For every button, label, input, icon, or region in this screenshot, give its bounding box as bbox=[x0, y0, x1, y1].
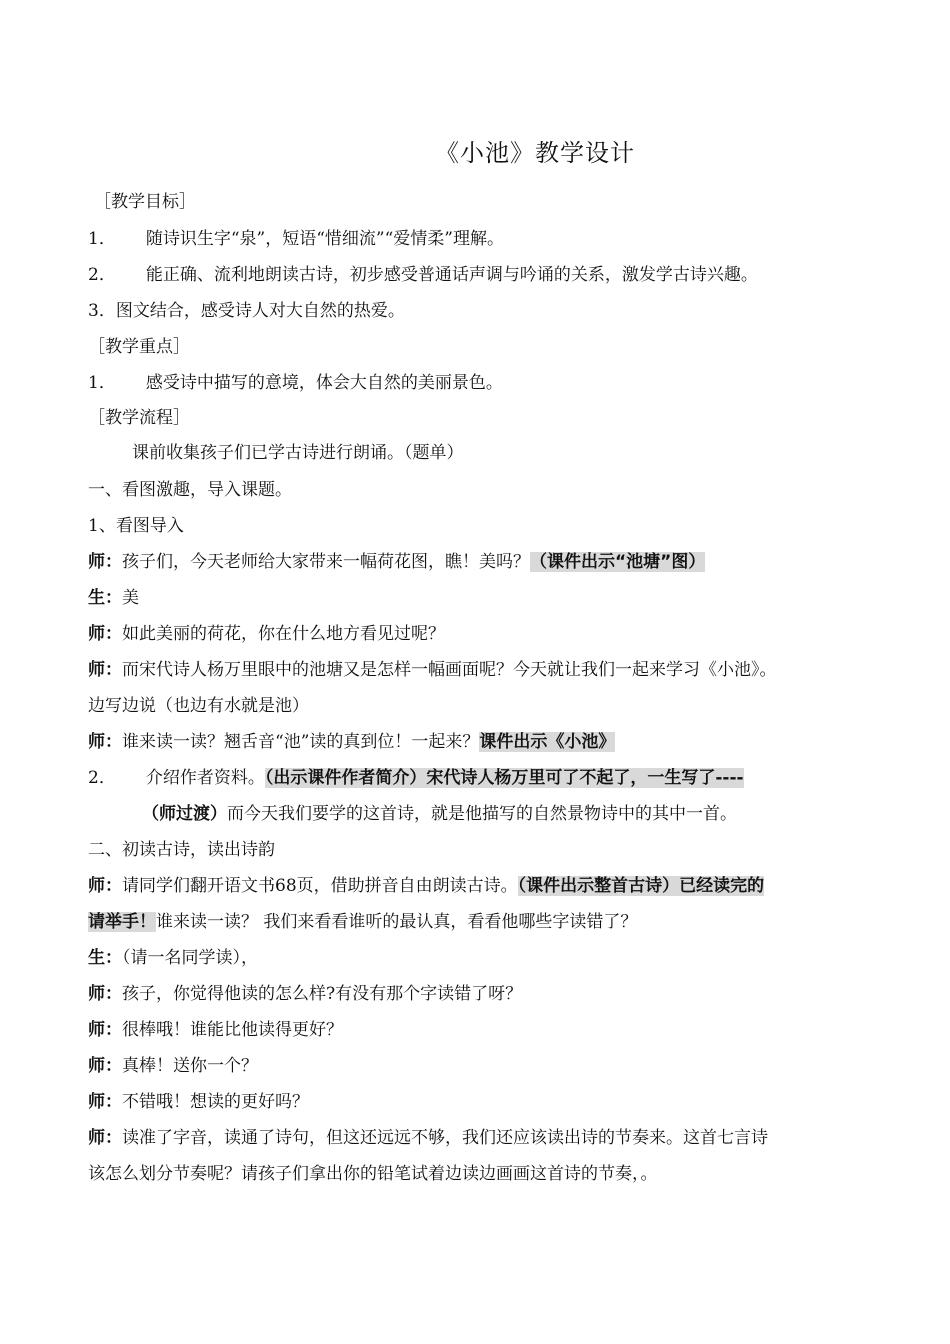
dialogue-line bbox=[88, 1126, 890, 1150]
dialogue-line bbox=[88, 874, 890, 898]
dialogue-line bbox=[88, 1018, 890, 1042]
section-1-heading: 一、看图激趣，导入课题。 bbox=[88, 480, 292, 500]
dialogue-line bbox=[88, 550, 890, 574]
focus-1-number: 1． bbox=[88, 373, 116, 393]
step-2-continuation bbox=[142, 802, 890, 826]
dialogue-line bbox=[88, 586, 890, 610]
goal-2-number: 2． bbox=[88, 265, 116, 285]
dialogue-line bbox=[88, 1090, 890, 1114]
bold-note: （师过渡） bbox=[142, 804, 227, 824]
continuation-text: 谁来读一读？ 我们来看看谁听的最认真，看看他哪些字读错了？ bbox=[156, 912, 638, 932]
highlighted-note: （课件出示“池塘”图） bbox=[530, 552, 706, 572]
dialogue-line bbox=[88, 730, 890, 754]
highlighted-note: 课件出示《小池》 bbox=[479, 732, 616, 752]
dialogue-line bbox=[88, 1054, 890, 1078]
goal-1-number: 1． bbox=[88, 229, 116, 249]
dialogue-text: 如此美丽的荷花，你在什么地方看见过呢？ bbox=[122, 624, 445, 644]
dialogue-text: 美 bbox=[122, 588, 139, 608]
highlighted-note: 请举手！ bbox=[88, 912, 156, 932]
dialogue-text: 真棒！送你一个？ bbox=[122, 1056, 258, 1076]
focus-1 bbox=[88, 371, 890, 395]
step-2-number: 2． bbox=[88, 768, 116, 788]
speaker-label: 师： bbox=[88, 732, 122, 752]
step-2-line bbox=[88, 766, 890, 790]
focus-1-text: 感受诗中描写的意境，体会大自然的美丽景色。 bbox=[145, 373, 503, 393]
dialogue-text: 孩子，你觉得他读的怎么样?有没有那个字读错了呀？ bbox=[122, 984, 523, 1004]
continuation-text: 而今天我们要学的这首诗，就是他描写的自然景物诗中的其中一首。 bbox=[227, 804, 737, 824]
speaker-label: 师： bbox=[88, 660, 122, 680]
goal-2 bbox=[88, 263, 890, 287]
step-2-text: 介绍作者资料。 bbox=[145, 768, 265, 788]
dialogue-line bbox=[88, 982, 890, 1006]
dialogue-text: 不错哦！想读的更好吗？ bbox=[122, 1092, 309, 1112]
speaker-label: 生： bbox=[88, 588, 122, 608]
highlighted-note: （课件出示整首古诗）已经读完的 bbox=[517, 876, 765, 896]
dialogue-continuation bbox=[88, 910, 890, 934]
goals-heading: ［教学目标］ bbox=[94, 192, 196, 212]
speaker-label: 师： bbox=[88, 1128, 122, 1148]
dialogue-text: 孩子们，今天老师给大家带来一幅荷花图，瞧！美吗？ bbox=[122, 552, 530, 572]
goal-1-text: 随诗识生字“泉”，短语“惜细流”“爱情柔”理解。 bbox=[145, 229, 504, 249]
speaker-label: 师： bbox=[88, 984, 122, 1004]
speaker-label: 师： bbox=[88, 624, 122, 644]
section-2-heading: 二、初读古诗，读出诗韵 bbox=[88, 840, 275, 860]
speaker-label: 师： bbox=[88, 1056, 122, 1076]
focus-heading: ［教学重点］ bbox=[88, 337, 190, 357]
goal-1 bbox=[88, 227, 890, 251]
dialogue-continuation: 该怎么划分节奏呢？请孩子们拿出你的铅笔试着边读边画画这首诗的节奏，。 bbox=[88, 1164, 658, 1184]
speaker-label: 师： bbox=[88, 1092, 122, 1112]
goal-2-text: 能正确、流利地朗读古诗，初步感受普通话声调与吟诵的关系，激发学古诗兴趣。 bbox=[145, 265, 758, 285]
dialogue-line bbox=[88, 658, 890, 682]
dialogue-text: 很棒哦！谁能比他读得更好？ bbox=[122, 1020, 343, 1040]
speaker-label: 生： bbox=[88, 948, 122, 968]
dialogue-continuation: 边写边说（也边有水就是池） bbox=[88, 696, 309, 716]
speaker-label: 师： bbox=[88, 876, 122, 896]
dialogue-text: 谁来读一读？翘舌音“池”读的真到位！一起来？ bbox=[122, 732, 480, 752]
dialogue-text: 而宋代诗人杨万里眼中的池塘又是怎样一幅画面呢？今天就让我们一起来学习《小池》。 bbox=[122, 660, 777, 680]
dialogue-line bbox=[88, 622, 890, 646]
dialogue-text: 读准了字音，读通了诗句，但这还远远不够，我们还应该读出诗的节奏来。这首七言诗 bbox=[122, 1128, 768, 1148]
pre-class-note: 课前收集孩子们已学古诗进行朗诵。（题单） bbox=[132, 443, 464, 463]
dialogue-text: 请同学们翻开语文书68页，借助拼音自由朗读古诗。 bbox=[122, 876, 518, 896]
document-title: 《小池》教学设计 bbox=[435, 139, 635, 167]
dialogue-line bbox=[88, 946, 890, 970]
speaker-label: 师： bbox=[88, 552, 122, 572]
flow-heading: ［教学流程］ bbox=[88, 408, 190, 428]
speaker-label: 师： bbox=[88, 1020, 122, 1040]
section-1-step-1: 1、看图导入 bbox=[88, 516, 184, 536]
goal-3: 3．图文结合，感受诗人对大自然的热爱。 bbox=[88, 301, 405, 321]
dialogue-text: （请一名同学读）， bbox=[122, 948, 258, 968]
highlighted-note: （出示课件作者简介）宋代诗人杨万里可了不起了，一生写了---- bbox=[264, 768, 744, 788]
